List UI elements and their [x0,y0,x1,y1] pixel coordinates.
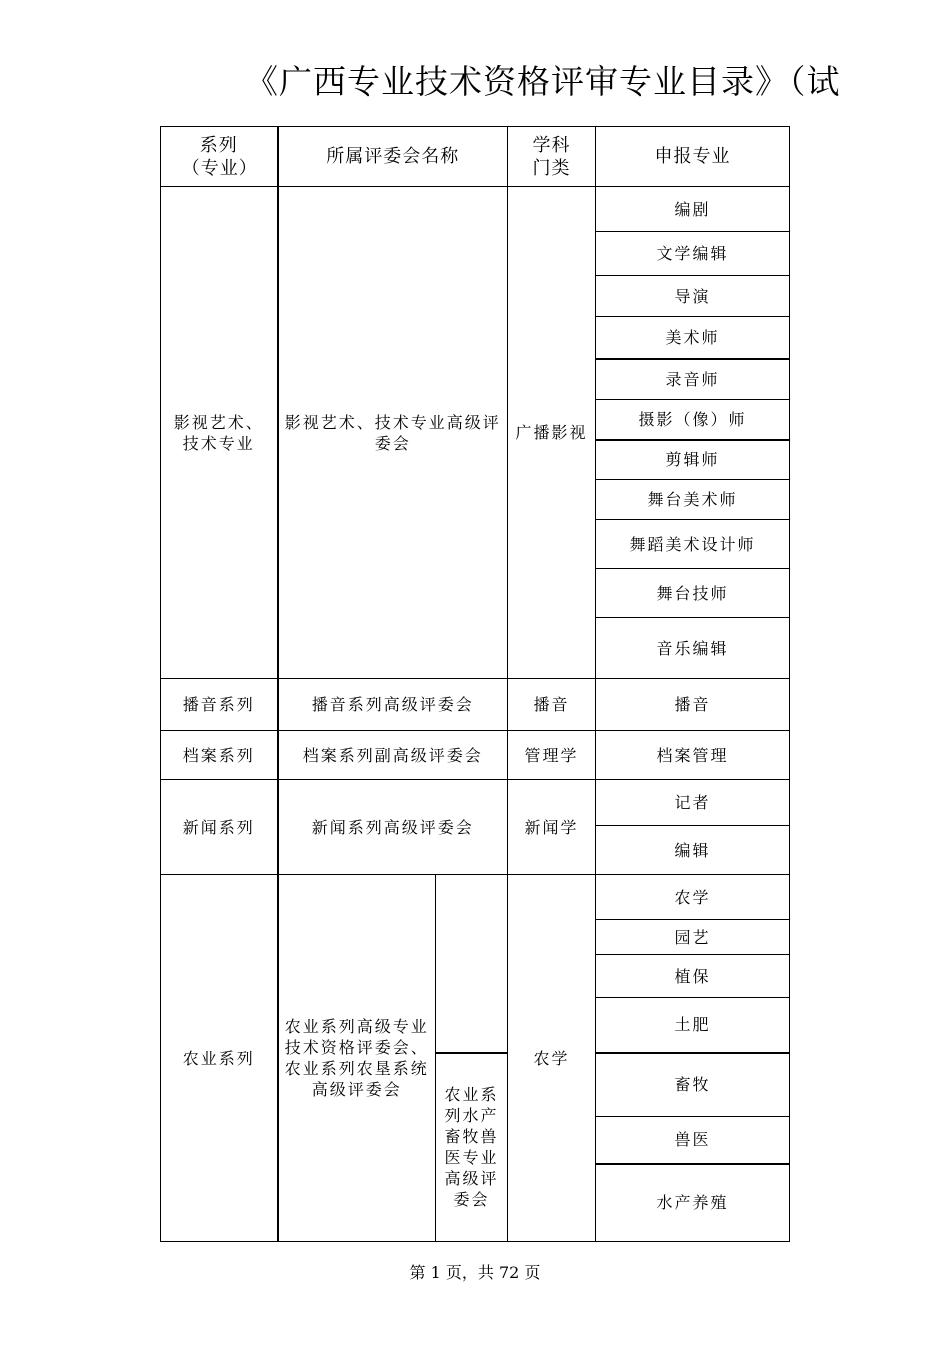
header-committee: 所属评委会名称 [278,127,508,187]
major-cell: 农学 [596,875,790,920]
major-cell: 剪辑师 [596,440,790,480]
table-row [161,679,790,731]
major-cell: 兽医 [596,1117,790,1164]
discipline-cell: 新闻学 [508,780,596,875]
major-cell: 录音师 [596,359,790,400]
major-cell: 编辑 [596,826,790,875]
header-discipline: 学科门类 [508,127,596,187]
empty-cell [436,875,508,1053]
major-cell: 播音 [596,679,790,731]
discipline-cell: 农学 [508,875,596,1242]
major-cell: 音乐编辑 [596,618,790,679]
header-row [161,127,790,187]
header-major: 申报专业 [596,127,790,187]
major-cell: 舞台技师 [596,569,790,618]
major-cell: 档案管理 [596,731,790,780]
major-cell: 舞台美术师 [596,480,790,520]
major-cell: 文学编辑 [596,232,790,276]
major-cell: 水产养殖 [596,1164,790,1242]
series-cell: 影视艺术、技术专业 [161,187,278,679]
discipline-cell: 播音 [508,679,596,731]
committee-cell: 农业系列高级专业技术资格评委会、农业系列农垦系统高级评委会 [278,875,436,1242]
major-cell: 植保 [596,955,790,998]
major-cell: 摄影（像）师 [596,400,790,440]
sub-committee-cell: 农业系列水产畜牧兽医专业高级评委会 [436,1053,508,1242]
committee-cell: 影视艺术、技术专业高级评委会 [278,187,508,679]
table-row [161,875,790,920]
committee-cell: 档案系列副高级评委会 [278,731,508,780]
header-series: 系列（专业） [161,127,278,187]
committee-cell: 播音系列高级评委会 [278,679,508,731]
committee-cell: 新闻系列高级评委会 [278,780,508,875]
major-cell: 舞蹈美术设计师 [596,520,790,569]
major-cell: 导演 [596,276,790,317]
discipline-cell: 管理学 [508,731,596,780]
major-cell: 园艺 [596,920,790,955]
major-cell: 记者 [596,780,790,826]
major-cell: 畜牧 [596,1053,790,1117]
major-cell: 土肥 [596,998,790,1053]
page-footer: 第 1 页，共 72 页 [409,1263,541,1282]
table-row [161,780,790,826]
catalog-table [160,126,790,1242]
series-cell: 档案系列 [161,731,278,780]
series-cell: 播音系列 [161,679,278,731]
major-cell: 编剧 [596,187,790,232]
table-row [161,731,790,780]
table-row [161,187,790,232]
page-title: 《广西专业技术资格评审专业目录》（试 [245,62,841,101]
series-cell: 新闻系列 [161,780,278,875]
discipline-cell: 广播影视 [508,187,596,679]
series-cell: 农业系列 [161,875,278,1242]
major-cell: 美术师 [596,317,790,359]
